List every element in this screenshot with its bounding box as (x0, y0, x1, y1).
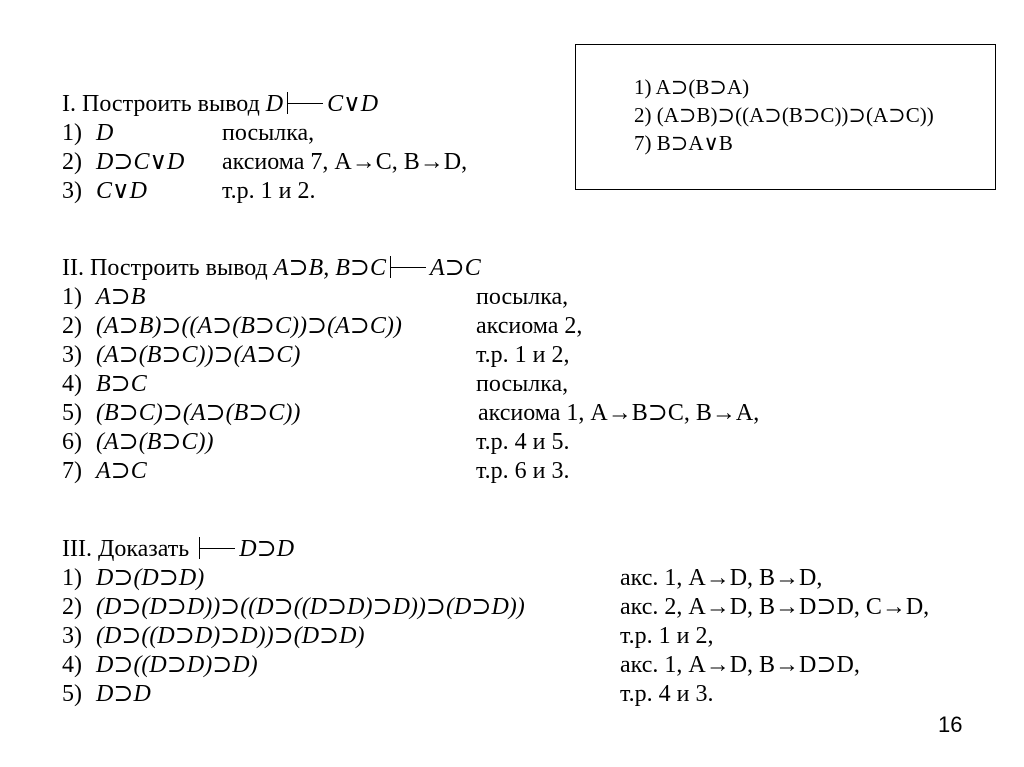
section-1-premises: D (265, 91, 284, 117)
turnstile-icon (388, 256, 428, 278)
axioms-box (575, 44, 996, 190)
section-1-title (62, 90, 378, 118)
section-1-goal: C∨D (327, 91, 379, 117)
turnstile-icon (197, 537, 237, 559)
section-1-title-prefix: I. Построить вывод (62, 91, 266, 117)
section-3-title: III. Доказать D⊃D (62, 536, 295, 562)
axiom-7: 7) B⊃A∨B (634, 131, 733, 155)
axiom-2: 2) (A⊃B)⊃((A⊃(B⊃C))⊃(A⊃C)) (634, 103, 934, 127)
turnstile-icon (285, 92, 325, 114)
axiom-1: 1) A⊃(B⊃A) (634, 75, 750, 99)
page-number: 16 (938, 712, 963, 737)
section-3-goal: D⊃D (239, 536, 295, 562)
section-2-premises: A⊃B, B⊃C (273, 255, 386, 281)
section-2-title: II. Построить вывод A⊃B, B⊃C A⊃C (62, 255, 481, 281)
section-2-goal: A⊃C (430, 255, 481, 281)
